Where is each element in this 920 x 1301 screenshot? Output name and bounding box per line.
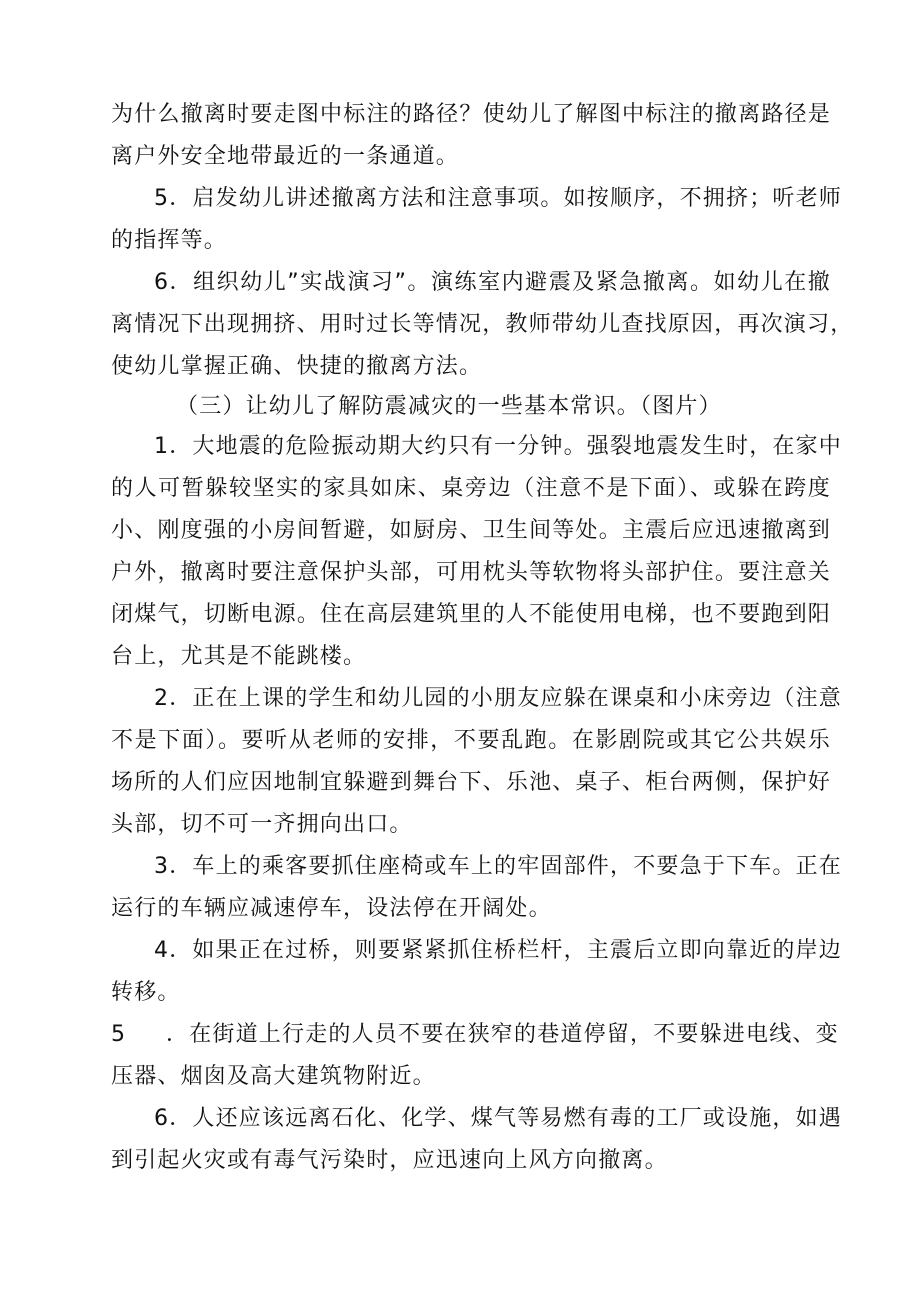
item-number: 5 (111, 1022, 127, 1047)
text-line: 4．如果正在过桥，则要紧紧抓住桥栏杆，主震后立即向靠近的岸边 (154, 938, 842, 963)
text-line: 离情况下出现拥挤、用时过长等情况，教师带幼儿查找原因，再次演习， (111, 312, 854, 337)
text-line: ．在街道上行走的人员不要在狭窄的巷道停留，不要躲进电线、变 (166, 1022, 839, 1047)
text-line: 离户外安全地带最近的一条通道。 (111, 144, 460, 169)
text-line: 5．启发幼儿讲述撤离方法和注意事项。如按顺序，不拥挤；听老师 (154, 186, 842, 211)
text-line: 6．组织幼儿”实战演习”。演练室内避震及紧急撤离。如幼儿在撤 (154, 270, 831, 295)
text-line: 台上，尤其是不能跳楼。 (111, 644, 367, 669)
text-line: 6．人还应该远离石化、化学、煤气等易燃有毒的工厂或设施，如遇 (154, 1106, 842, 1131)
text-line: 头部，切不可一齐拥向出口。 (111, 812, 413, 837)
text-line: 户外，撤离时要注意保护头部，可用枕头等软物将头部护住。要注意关 (111, 560, 831, 585)
text-line: 不是下面）。要听从老师的安排，不要乱跑。在影剧院或其它公共娱乐 (111, 728, 831, 753)
text-line: 为什么撤离时要走图中标注的路径？使幼儿了解图中标注的撤离路径是 (111, 102, 831, 127)
text-line: 1．大地震的危险振动期大约只有一分钟。强裂地震发生时，在家中 (154, 434, 842, 459)
text-line: 到引起火灾或有毒气污染时，应迅速向上风方向撤离。 (111, 1148, 668, 1173)
text-line: 场所的人们应因地制宜躲避到舞台下、乐池、桌子、柜台两侧，保护好 (111, 770, 831, 795)
text-line: 小、刚度强的小房间暂避，如厨房、卫生间等处。主震后应迅速撤离到 (111, 518, 831, 543)
text-line: 转移。 (111, 980, 181, 1005)
text-line: 的指挥等。 (111, 228, 228, 253)
text-line: 的人可暂躲较坚实的家具如床、桌旁边（注意不是下面）、或躲在跨度 (111, 476, 831, 501)
text-line: 闭煤气，切断电源。住在高层建筑里的人不能使用电梯，也不要跑到阳 (111, 602, 831, 627)
text-line: 运行的车辆应减速停车，设法停在开阔处。 (111, 896, 552, 921)
text-line: 2．正在上课的学生和幼儿园的小朋友应躲在课桌和小床旁边（注意 (154, 686, 842, 711)
text-line: 3．车上的乘客要抓住座椅或车上的牢固部件，不要急于下车。正在 (154, 854, 842, 879)
text-line: 使幼儿掌握正确、快捷的撤离方法。 (111, 354, 483, 379)
text-line: 压器、烟囱及高大建筑物附近。 (111, 1064, 436, 1089)
section-heading: （三）让幼儿了解防震减灾的一些基本常识。（图片） (176, 394, 722, 419)
